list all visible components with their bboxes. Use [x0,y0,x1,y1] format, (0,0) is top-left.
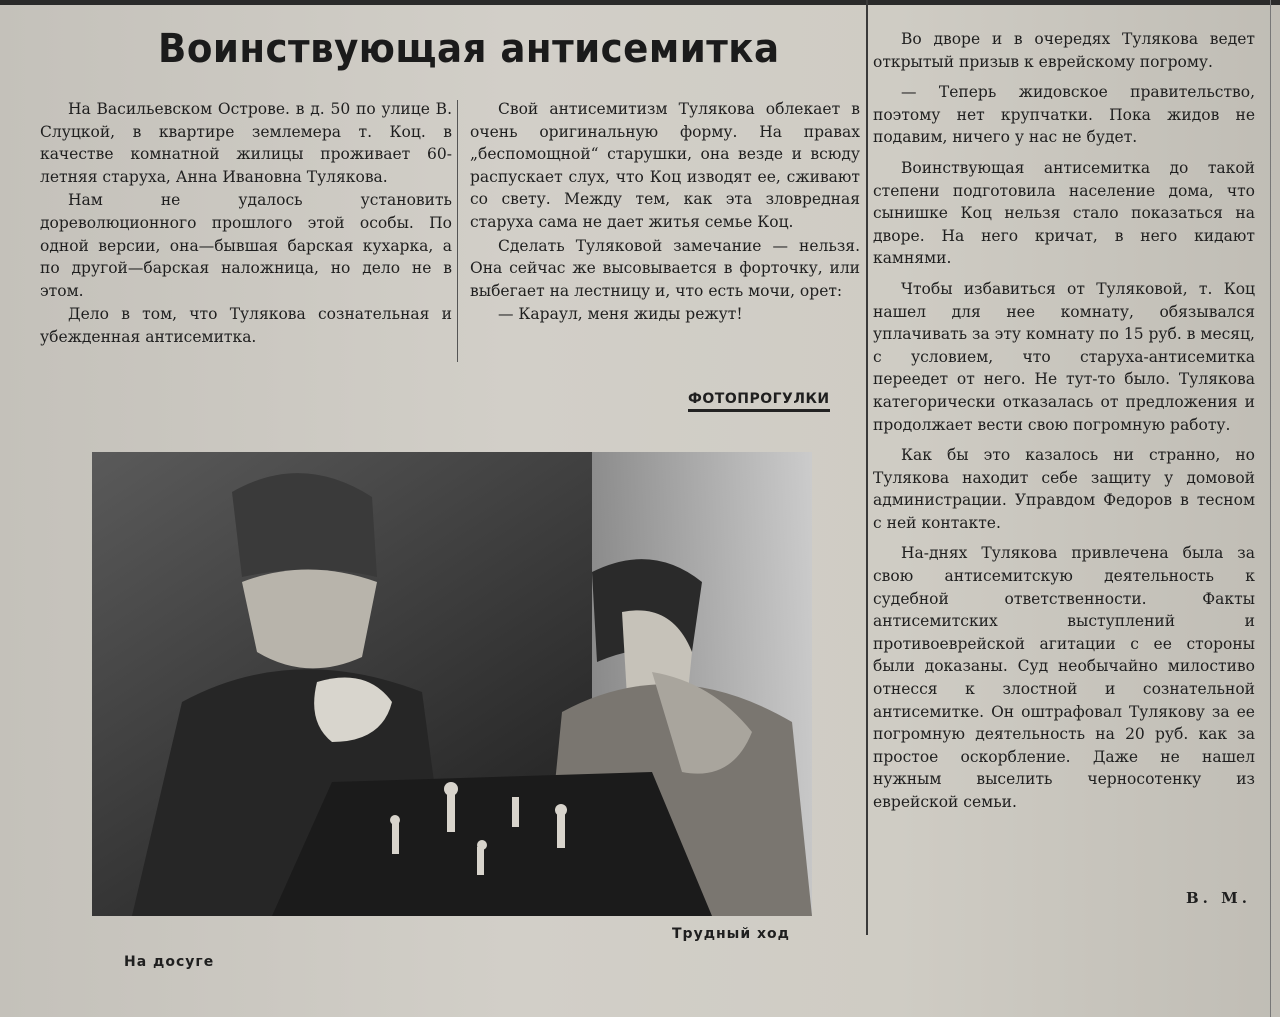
top-rule [0,0,1280,5]
author-signature: В. М. [1186,889,1251,907]
paragraph: — Караул, меня жиды режут! [498,305,743,324]
paragraph: На Васильевском Острове. в д. 50 по улице В. Слуцкой, в квартире землемера т. Коц. в качестве комнатной жилицы проживает 60-летняя старуха, Анна Ивановна Тулякова. [40,100,452,186]
article-column-3 [873,28,1255,822]
section-label: ФОТОПРОГУЛКИ [688,391,830,412]
article-headline: Воинствующая антисемитка [158,26,780,72]
paragraph: Свой антисемитизм Тулякова облекает в очень оригинальную форму. На правах „беспомощной“ старушки, она везде и всюду распускает слух, что Коц изводят ее, сживают со свету. Между тем, как эта зловредная старуха сама не дает житья семье Коц. [470,100,860,231]
paragraph: Сделать Туляковой замечание — нельзя. Она сейчас же высовывается в форточку, или выбегает на лестницу и, что есть мочи, орет: [470,236,860,300]
paragraph: Как бы это казалось ни странно, но Тулякова находит себе защиту у домовой администрации. Управдом Федоров в тесном с ней контакте. [873,446,1255,532]
column-divider-small [457,100,458,362]
photo-caption-right: Трудный ход [672,926,790,942]
photo-caption-left: На досуге [124,954,215,970]
chess-photo [92,452,812,916]
article-column-2 [470,98,860,327]
paragraph: Дело в том, что Тулякова сознательная и убежденная антисемитка. [40,305,452,346]
article-column-1 [40,98,452,350]
paragraph: — Теперь жидовское правительство, поэтому нет крупчатки. Пока жидов не подавим, ничего у нас не будет. [873,83,1255,147]
paragraph: Во дворе и в очередях Тулякова ведет открытый призыв к еврейскому погрому. [873,30,1255,71]
page-edge-rule [1270,0,1271,1017]
paragraph: Чтобы избавиться от Туляковой, т. Коц нашел для нее комнату, обязывался уплачивать за эту комнату по 15 руб. в месяц, с условием, что старуха-антисемитка переедет от него. Не тут-то было. Тулякова категорически отказалась от предложения и продолжает вести свою погромную работу. [873,279,1255,434]
paragraph: Нам не удалось установить дореволюционного прошлого этой особы. По одной версии, она—бывшая барская кухарка, а по другой—барская наложница, но дело не в этом. [40,191,452,300]
paragraph: Воинствующая антисемитка до такой степени подготовила население дома, что сынишке Коц нельзя стало показаться на дворе. На него кричат, в него кидают камнями. [873,158,1255,268]
chess-photo-illustration [92,452,812,916]
column-divider [866,0,868,935]
paragraph: На-днях Тулякова привлечена была за свою антисемитскую деятельность к судебной ответственности. Факты антисемитских выступлений и противоеврейской агитации с ее стороны были доказаны. Суд необычайно милостиво отнесся к злостной и сознательной антисемитке. Он оштрафовал Тулякову за ее погромную деятельность на 20 руб. как за простое оскорбление. Даже не нашел нужным выселить черносотенку из еврейской семьи. [873,544,1255,811]
